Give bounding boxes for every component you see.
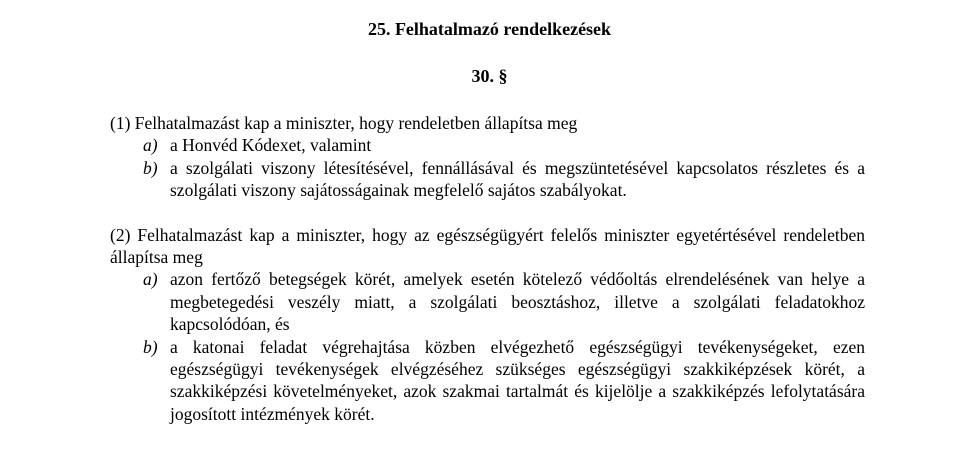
clause-1-point-b [110,157,865,202]
point-text: azon fertőző betegségek körét, amelyek esetén kötelező védőoltás elrendelésének van helye a megbetegedési veszély miatt, a szolgálati beosztáshoz, illetve a szolgálati feladatokhoz kapcsolódóan, és [170,269,865,335]
document-body [110,112,865,425]
paragraph-number: 30. § [471,66,508,86]
point-text: a Honvéd Kódexet, valamint [170,135,372,156]
chapter-title: 25. Felhatalmazó rendelkezések [367,19,612,39]
point-letter: a) [143,269,158,290]
clause-2-point-b [110,336,865,426]
clause-2-intro: (2) Felhatalmazást kap a miniszter, hogy az egészségügyért felelős miniszter egyetértésével rendeletben állapítsa meg [110,224,865,268]
clause-1-intro: (1) Felhatalmazást kap a miniszter, hogy rendeletben állapítsa meg [110,113,578,133]
point-letter: a) [143,135,158,156]
point-letter: b) [143,336,158,357]
clause-2 [110,224,865,426]
clause-1-point-a [110,134,865,156]
clause-2-point-a [110,268,865,335]
point-letter: b) [143,157,158,178]
clause-1 [110,112,865,202]
point-text: a szolgálati viszony létesítésével, fennállásával és megszüntetésével kapcsolatos részletes és a szolgálati viszony sajátosságainak megfelelő sajátos szabályokat. [170,157,865,201]
point-text: a katonai feladat végrehajtása közben elvégezhető egészségügyi tevékenységeket, ezen egészségügyi tevékenységek elvégzéséhez szükséges egészségügyi szakkiképzések körét, a szakkiképzési követelményeket, azok szakmai tartalmát és kijelölje a szakkiképzés lefolytatására jogosított intézmények körét. [170,336,865,424]
